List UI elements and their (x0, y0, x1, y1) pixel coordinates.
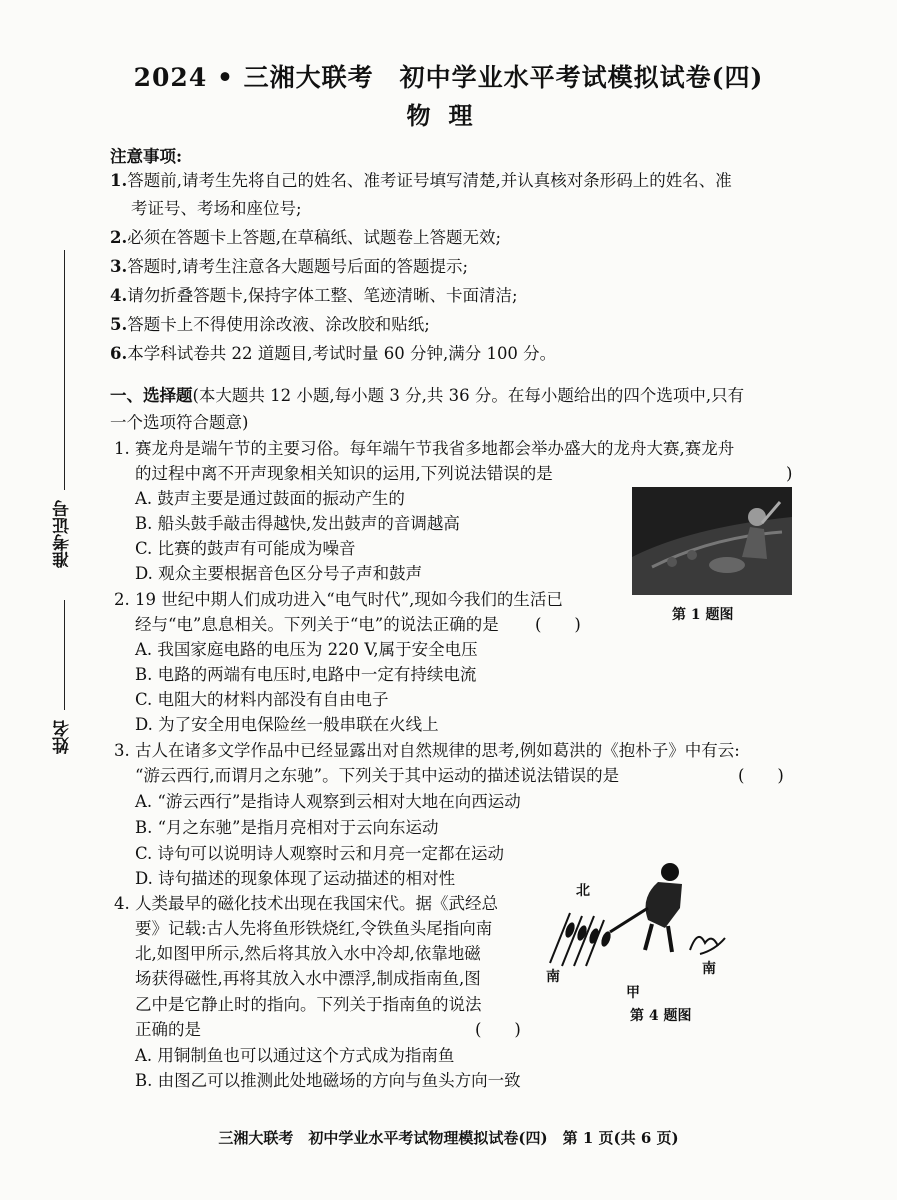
note-num: 5. (110, 315, 128, 334)
note-text: 请勿折叠答题卡,保持字体工整、笔迹清晰、卡面清洁; (127, 286, 518, 305)
q4-stem-2: 要》记载:古人先将鱼形铁烧红,令铁鱼头尾指向南 (135, 919, 493, 938)
dragon-boat-photo (632, 487, 792, 595)
q2-option-c: C. 电阻大的材料内部没有自由电子 (135, 690, 389, 709)
q3-stem-2: “游云西行,而谓月之东驰”。下列关于其中运动的描述说法错误的是 (135, 766, 620, 785)
q4-stem-1: 4. 人类最早的磁化技术出现在我国宋代。据《武经总 (114, 894, 498, 913)
q4-option-a: A. 用铜制鱼也可以通过这个方式成为指南鱼 (135, 1046, 455, 1065)
q1-option-a: A. 鼓声主要是通过鼓面的振动产生的 (135, 489, 405, 508)
subject-title: 物理 (406, 101, 491, 130)
name-label: 姓名 (53, 720, 73, 754)
q3-option-b: B. “月之东驰”是指月亮相对于云向东运动 (135, 818, 439, 837)
q4-answer-paren: ( ) (475, 1020, 521, 1039)
note-num: 2. (110, 228, 128, 247)
exam-name: 初中学业水平考试模拟试卷(四) (399, 63, 764, 92)
note-text: 本学科试卷共 22 道题目,考试时量 60 分钟,满分 100 分。 (127, 344, 557, 363)
fig1-caption: 第 1 题图 (672, 607, 734, 623)
note-num: 1. (110, 171, 128, 190)
q4-stem-3: 北,如图甲所示,然后将其放入水中冷却,依靠地磁 (135, 944, 481, 963)
q2-option-d: D. 为了安全用电保险丝一般串联在火线上 (135, 715, 439, 734)
note-text: 答题卡上不得使用涂改液、涂改胶和贴纸; (127, 315, 430, 334)
name-write-line (64, 600, 65, 710)
q2-option-b: B. 电路的两端有电压时,电路中一定有持续电流 (135, 665, 477, 684)
q2-answer-paren: ( ) (535, 615, 581, 634)
south-label-right: 南 (702, 961, 716, 977)
q4-stem-4: 场获得磁性,再将其放入水中漂浮,制成指南鱼,图 (135, 969, 481, 988)
q4-stem-6: 正确的是 (135, 1020, 201, 1039)
year: 2024 (133, 63, 208, 92)
q3-answer-paren: ( ) (738, 766, 784, 785)
admission-number-label: 准考证号 (53, 500, 73, 568)
note-item-5 (110, 314, 430, 336)
note-item-4 (110, 285, 518, 307)
q3-option-a: A. “游云西行”是指诗人观察到云相对大地在向西运动 (135, 792, 521, 811)
note-num: 3. (110, 257, 128, 276)
note-num: 6. (110, 344, 128, 363)
section1-desc-cont: 一个选项符合题意) (110, 413, 249, 432)
page-footer: 三湘大联考 初中学业水平考试物理模拟试卷(四) 第 1 页(共 6 页) (218, 1129, 679, 1147)
q1-answer-paren: ) (786, 464, 793, 483)
note-text: 答题时,请考生注意各大题题号后面的答题提示; (127, 257, 469, 276)
section1-heading (110, 385, 744, 407)
notes-heading: 注意事项: (110, 147, 183, 166)
q4-stem-5: 乙中是它静止时的指向。下列关于指南鱼的说法 (135, 995, 482, 1014)
note-item-2 (110, 227, 501, 249)
q1-stem-2: 的过程中离不开声现象相关知识的运用,下列说法错误的是 (135, 464, 553, 483)
fig4-jia-label: 甲 (626, 985, 640, 1001)
q1-option-b: B. 船头鼓手敲击得越快,发出鼓声的音调越高 (135, 514, 460, 533)
exam-org: 三湘大联考 (243, 63, 374, 92)
id-write-line (64, 250, 65, 490)
note-item-3 (110, 256, 468, 278)
section1-title: 一、选择题 (110, 386, 193, 405)
q3-option-c: C. 诗句可以说明诗人观察时云和月亮一定都在运动 (135, 844, 505, 863)
section1-desc: (本大题共 12 小题,每小题 3 分,共 36 分。在每小题给出的四个选项中,只有 (192, 386, 745, 405)
note-item-6 (110, 343, 556, 365)
note-text: 必须在答题卡上答题,在草稿纸、试题卷上答题无效; (127, 228, 502, 247)
note-item-1-cont: 考证号、考场和座位号; (131, 199, 302, 218)
q4-option-b: B. 由图乙可以推测此处地磁场的方向与鱼头方向一致 (135, 1071, 521, 1090)
q2-stem-2: 经与“电”息息相关。下列关于“电”的说法正确的是 (135, 615, 499, 634)
q3-option-d: D. 诗句描述的现象体现了运动描述的相对性 (135, 869, 456, 888)
q2-option-a: A. 我国家庭电路的电压为 220 V,属于安全电压 (135, 640, 478, 659)
fish-magnetization-figure (540, 858, 740, 988)
north-label: 北 (576, 883, 590, 899)
title-dot: • (216, 63, 234, 92)
dragon-boat-photo-graphic (632, 487, 792, 595)
fig4-caption: 第 4 题图 (630, 1008, 692, 1024)
note-text: 答题前,请考生先将自己的姓名、准考证号填写清楚,并认真核对条形码上的姓名、准 (127, 171, 732, 190)
note-num: 4. (110, 286, 128, 305)
binding-strip (44, 250, 84, 810)
note-item-1 (110, 170, 732, 192)
q1-option-d: D. 观众主要根据音色区分号子声和鼓声 (135, 564, 423, 583)
q1-option-c: C. 比赛的鼓声有可能成为噪音 (135, 539, 356, 558)
q3-stem-1: 3. 古人在诸多文学作品中已经显露出对自然规律的思考,例如葛洪的《抱朴子》中有云: (114, 741, 740, 760)
q1-stem-1: 1. 赛龙舟是端午节的主要习俗。每年端午节我省多地都会举办盛大的龙舟大赛,赛龙舟 (114, 439, 735, 458)
q2-stem-1: 2. 19 世纪中期人们成功进入“电气时代”,现如今我们的生活已 (114, 590, 563, 609)
exam-title (0, 58, 897, 94)
south-label-left: 南 (546, 969, 560, 985)
